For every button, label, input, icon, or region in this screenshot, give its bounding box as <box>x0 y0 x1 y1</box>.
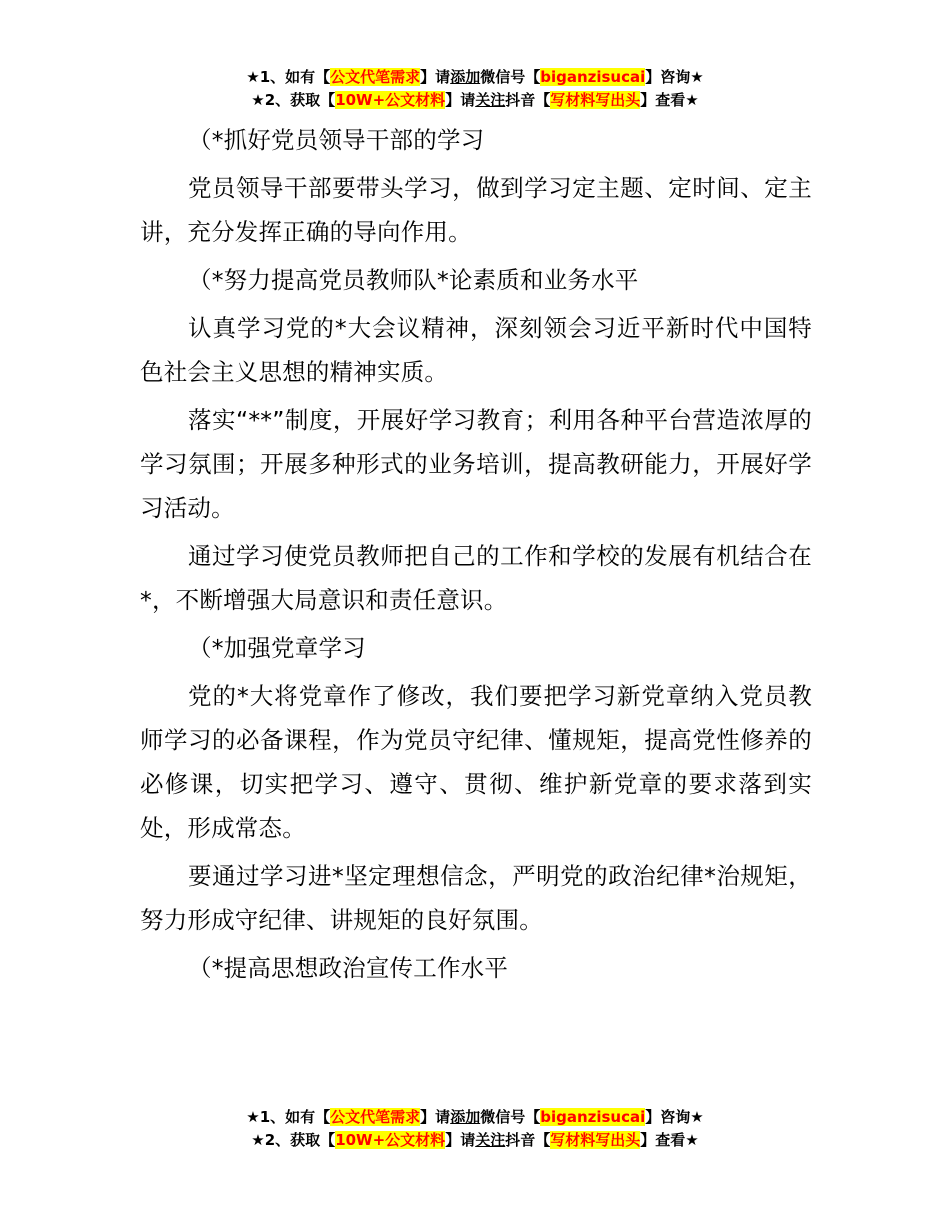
document-body <box>140 118 812 994</box>
section-heading: （*加强党章学习 <box>188 634 366 662</box>
banner-highlight: biganzisucai <box>540 68 646 86</box>
header-banner <box>0 66 950 112</box>
section-heading: （*抓好党员领导干部的学习 <box>188 126 485 154</box>
banner-text: 】请 <box>420 1108 451 1126</box>
banner-text: 】请 <box>420 68 451 86</box>
banner-text: ★1、如有【 <box>246 68 331 86</box>
paragraph: 党员领导干部要带头学习，做到学习定主题、定时间、定主讲，充分发挥正确的导向作用。 <box>140 174 812 246</box>
banner-underline: 添加 <box>450 68 481 86</box>
footer-banner <box>0 1106 950 1152</box>
paragraph: 认真学习党的*大会议精神，深刻领会习近平新时代中国特色社会主义思想的精神实质。 <box>140 314 812 386</box>
banner-underline: 关注 <box>475 91 506 109</box>
banner-text: ★1、如有【 <box>246 1108 331 1126</box>
banner-highlight: 公文代笔需求 <box>330 1108 421 1126</box>
banner-highlight: biganzisucai <box>540 1108 646 1126</box>
banner-underline: 添加 <box>450 1108 481 1126</box>
paragraph: 要通过学习进*坚定理想信念，严明党的政治纪律*治规矩，努力形成守纪律、讲规矩的良好氛围。 <box>140 862 812 934</box>
banner-highlight: 10W+公文材料 <box>335 91 446 109</box>
banner-line-1 <box>0 66 950 89</box>
banner-line-2 <box>0 89 950 112</box>
paragraph: 党的*大将党章作了修改，我们要把学习新党章纳入党员教师学习的必备课程，作为党员守纪律、懂规矩，提高党性修养的必修课，切实把学习、遵守、贯彻、维护新党章的要求落到实处，形成常态。 <box>140 682 812 842</box>
banner-text: 微信号【 <box>480 68 541 86</box>
paragraph: 落实“**”制度，开展好学习教育；利用各种平台营造浓厚的学习氛围；开展多种形式的业务培训，提高教研能力，开展好学习活动。 <box>140 406 812 522</box>
banner-text: 】查看★ <box>640 1131 699 1149</box>
section-heading: （*努力提高党员教师队*论素质和业务水平 <box>188 266 639 294</box>
banner-text: 】咨询★ <box>645 1108 704 1126</box>
banner-text: 微信号【 <box>480 1108 541 1126</box>
banner-line-1 <box>0 1106 950 1129</box>
banner-text: ★2、获取【 <box>251 1131 336 1149</box>
banner-line-2 <box>0 1129 950 1152</box>
banner-highlight: 写材料写出头 <box>550 1131 641 1149</box>
banner-underline: 关注 <box>475 1131 506 1149</box>
banner-text: 抖音【 <box>505 1131 551 1149</box>
banner-text: 】查看★ <box>640 91 699 109</box>
banner-text: ★2、获取【 <box>251 91 336 109</box>
banner-text: 抖音【 <box>505 91 551 109</box>
paragraph: 通过学习使党员教师把自己的工作和学校的发展有机结合在*，不断增强大局意识和责任意识。 <box>140 542 812 614</box>
banner-highlight: 公文代笔需求 <box>330 68 421 86</box>
banner-text: 】请 <box>445 91 476 109</box>
banner-text: 】请 <box>445 1131 476 1149</box>
banner-highlight: 10W+公文材料 <box>335 1131 446 1149</box>
section-heading: （*提高思想政治宣传工作水平 <box>188 954 509 982</box>
banner-text: 】咨询★ <box>645 68 704 86</box>
banner-highlight: 写材料写出头 <box>550 91 641 109</box>
